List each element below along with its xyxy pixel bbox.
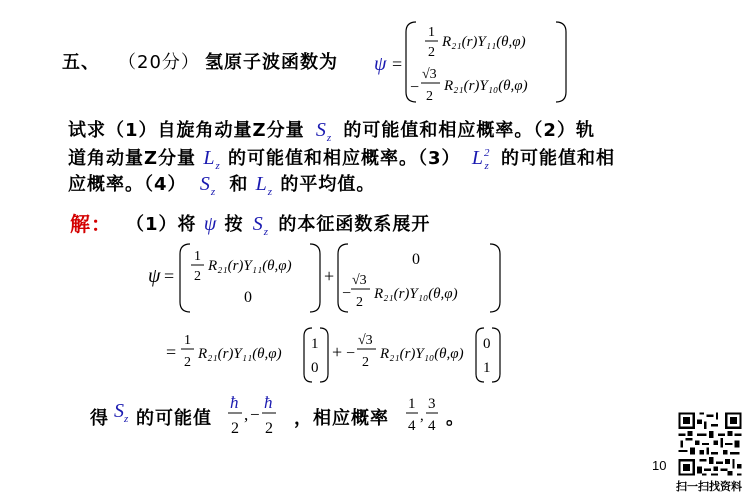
solution-step1 — [126, 210, 430, 238]
psi-eq1: ψ — [148, 265, 161, 287]
psi-symbol: ψ — [374, 53, 387, 75]
q4-text: 应概率。（4） — [68, 174, 187, 195]
Sz-symbol-3: $S_z$ — [252, 213, 270, 238]
eq2-vec2-top: 0 — [483, 336, 491, 352]
eq2-minus: − — [346, 345, 356, 362]
prob-comma: , — [420, 408, 424, 424]
eq2-equals: = — [166, 342, 177, 362]
expansion-equation-2 — [166, 322, 506, 386]
frac-den-2: 2 — [428, 45, 435, 60]
eq1-den-2: 2 — [356, 295, 363, 310]
eq1-frac-num: 1 — [194, 249, 201, 264]
Lz-symbol-2: $L_z$ — [255, 173, 274, 198]
prob-den-4b: 4 — [428, 418, 436, 434]
result-get: 得 — [90, 408, 109, 429]
result-possible-values: 的可能值 — [136, 408, 212, 429]
eq1-zero: 0 — [244, 289, 252, 306]
eq2-vec1-bottom: 0 — [311, 360, 319, 376]
question-line-2 — [68, 116, 595, 144]
Sz-symbol-2: $S_z$ — [199, 173, 217, 198]
hbar-2: ħ — [264, 393, 273, 412]
prob-num-3: 3 — [428, 396, 436, 412]
result-period: 。 — [446, 408, 465, 429]
and-text: 和 — [229, 174, 249, 195]
solution-label: 解： — [70, 212, 112, 236]
result-minus: − — [250, 405, 260, 424]
step1-text: （1）将 — [126, 214, 197, 235]
eq1-minus: − — [342, 285, 352, 302]
eq1-plus: + — [324, 266, 335, 286]
prob-num-1: 1 — [408, 396, 416, 412]
result-eigenvalues — [226, 388, 286, 440]
result-probabilities-label: ，相应概率 — [294, 408, 389, 429]
den-2-a: 2 — [231, 420, 239, 437]
page-number: 10 — [652, 458, 667, 473]
eq2-entry-bottom: R₂₁(r)Y₁₀(θ,φ) — [380, 346, 464, 362]
problem-number: 五、 — [62, 52, 100, 73]
eq2-den-2: 2 — [362, 355, 369, 370]
problem-points: （20分） — [118, 52, 200, 73]
q2-cont-text: 道角动量Z分量 — [68, 148, 197, 169]
Sz-symbol-4: $S_z$ — [114, 400, 129, 425]
question-line-4 — [68, 170, 375, 198]
result-comma: , — [244, 405, 249, 424]
q4-cont-text: 的平均值。 — [280, 174, 376, 195]
entry-bottom: R₂₁(r)Y₁₀(θ,φ) — [444, 78, 528, 94]
frac-num-1: 1 — [428, 25, 435, 40]
q2-text: 的可能值和相应概率。（2）轨 — [343, 120, 595, 141]
eq1-entry-bottom: R₂₁(r)Y₁₀(θ,φ) — [374, 286, 458, 302]
eq1-frac-den: 2 — [194, 269, 201, 284]
eq2-vec1-top: 1 — [311, 336, 319, 352]
step1-by-text: 按 — [224, 214, 244, 235]
frac-den-2b: 2 — [426, 89, 433, 104]
eq2-frac-den: 2 — [184, 355, 191, 370]
eq1-zero-b: 0 — [412, 251, 420, 268]
eq1-equals: = — [164, 266, 175, 286]
problem-wavefunction-vector — [370, 14, 570, 110]
q1-text: 试求（1）自旋角动量Z分量 — [68, 120, 305, 141]
expansion-equation-1 — [146, 238, 506, 318]
step1-cont-text: 的本征函数系展开 — [278, 214, 431, 235]
q3-text: 的可能值和相应概率。（3） — [228, 148, 461, 169]
sqrt3-num: √3 — [422, 67, 437, 82]
eq2-entry-top: R₂₁(r)Y₁₁(θ,φ) — [198, 346, 282, 362]
entry-top: R₂₁(r)Y₁₁(θ,φ) — [442, 34, 526, 50]
hbar-1: ħ — [230, 393, 239, 412]
eq2-frac-num: 1 — [184, 333, 191, 348]
eq2-vec2-bottom: 1 — [483, 360, 491, 376]
eq1-entry-top: R₂₁(r)Y₁₁(θ,φ) — [208, 258, 292, 274]
qr-caption: 扫一扫找资料 — [676, 480, 742, 493]
qr-code[interactable] — [676, 410, 744, 478]
result-probabilities — [404, 390, 444, 440]
den-2-b: 2 — [265, 420, 273, 437]
eq1-sqrt3: √3 — [352, 273, 367, 288]
psi-symbol-2: ψ — [203, 213, 218, 235]
minus-sign: − — [410, 79, 420, 96]
Sz-symbol: $S_z$ — [315, 119, 333, 144]
equals-sign: = — [392, 54, 403, 74]
q3-cont-text: 的可能值和相 — [501, 148, 616, 169]
eq2-sqrt3: √3 — [358, 333, 373, 348]
Lz2-symbol: $L^2_z$ — [471, 147, 491, 172]
eq2-plus: + — [332, 342, 343, 362]
problem-intro: 氢原子波函数为 — [205, 52, 338, 73]
Lz-symbol: $L_z$ — [203, 147, 221, 172]
prob-den-4a: 4 — [408, 418, 416, 434]
question-line-3 — [68, 144, 615, 172]
